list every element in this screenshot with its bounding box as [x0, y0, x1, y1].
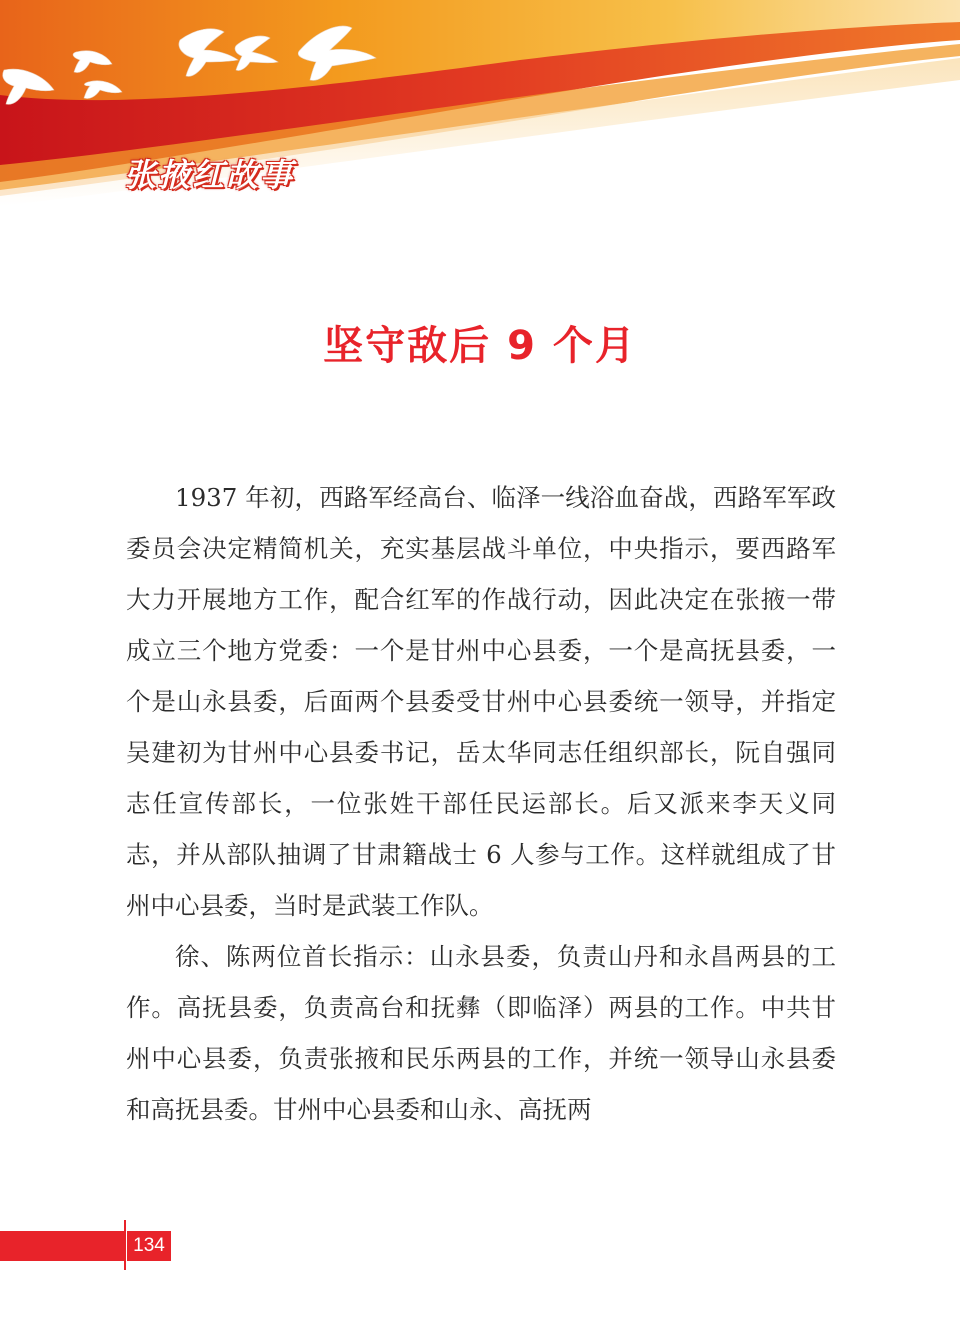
paragraph: 徐、陈两位首长指示：山永县委，负责山丹和永昌两县的工作。高抚县委，负责高台和抚彝（即临泽）两县的工作。中共甘州中心县委，负责张掖和民乐两县的工作，并统一领导山永县委和高抚县委。甘州中心县委和山永、高抚两 [126, 942, 836, 1124]
footer-rule [124, 1220, 126, 1270]
page-number: 134 [127, 1231, 171, 1261]
footer-bar [0, 1231, 124, 1261]
paragraph: 1937 年初，西路军经高台、临泽一线浴血奋战，西路军军政委员会决定精简机关，充实基层战斗单位，中央指示，要西路军大力开展地方工作，配合红军的作战行动，因此决定在张掖一带成立三个地方党委：一个是甘州中心县委，一个是高抚县委，一个是山永县委，后面两个县委受甘州中心县委统一领导，并指定吴建初为甘州中心县委书记，岳太华同志任组织部长，阮自强同志任宣传部长，一位张姓干部任民运部长。后又派来李天义同志，并从部队抽调了甘肃籍战士 6 人参与工作。这样就组成了甘州中心县委，当时是武装工作队。 [126, 483, 836, 920]
chapter-title: 坚守敌后 9 个月 [323, 323, 637, 369]
series-title: 张掖红故事 [124, 156, 295, 194]
article-body [126, 472, 836, 1135]
